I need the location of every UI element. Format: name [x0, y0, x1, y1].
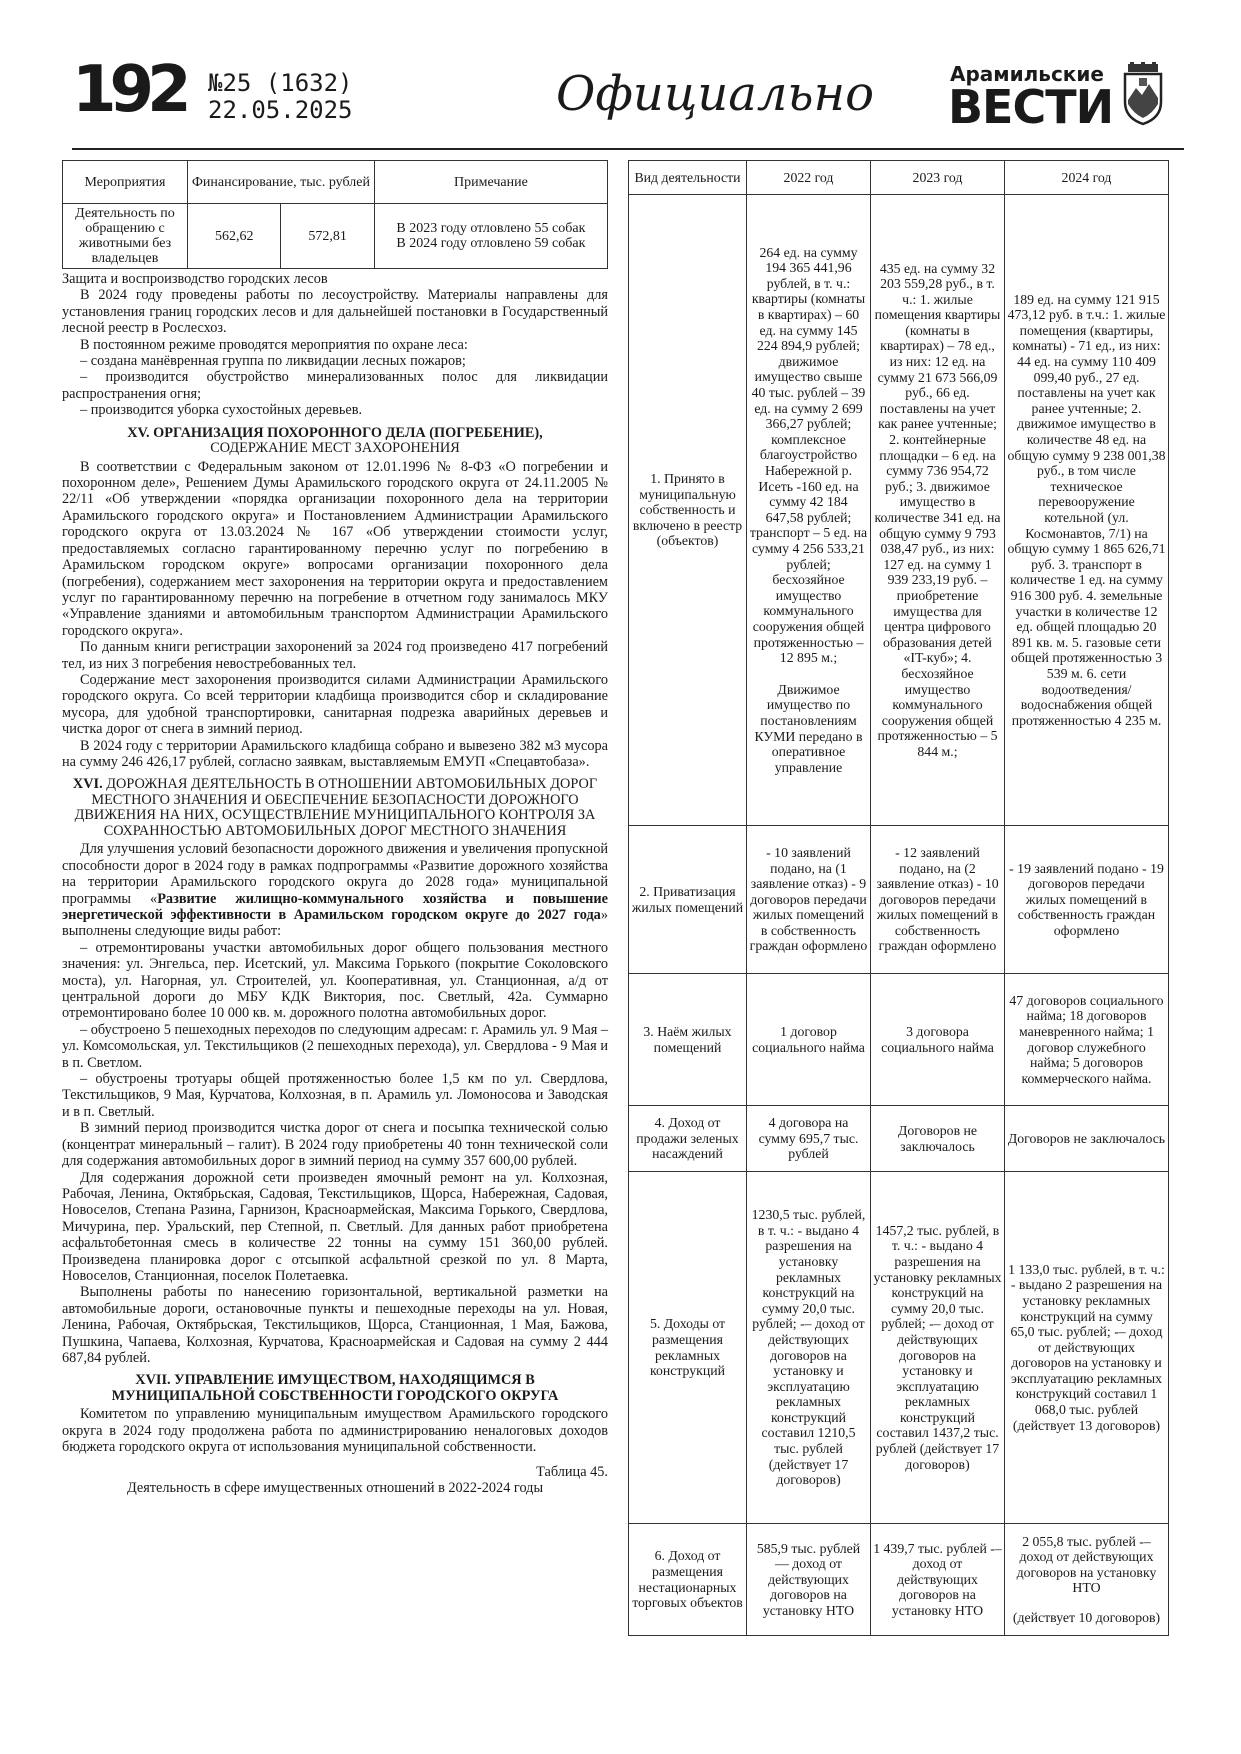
table-cell: Договоров не заключалось [871, 1106, 1005, 1172]
table-row [629, 826, 1169, 974]
page-number: 192 [72, 53, 185, 127]
table-row [629, 1106, 1169, 1172]
table-cell: 1 439,7 тыс. рублей -– доход от действующих договоров на установку НТО [871, 1524, 1005, 1636]
property-table [628, 160, 1169, 1636]
table-cell: 572,81 [281, 204, 374, 269]
paragraph: В 2024 году проведены работы по лесоустройству. Материалы направлены для установления границ городских лесов и для дальнейшей постановки в Государственный лесной реестр в Рослесхоз. [62, 287, 608, 337]
row-label: 4. Доход от продажи зеленых насаждений [629, 1106, 747, 1172]
heading-line: XV. ОРГАНИЗАЦИЯ ПОХОРОННОГО ДЕЛА (ПОГРЕБЕНИЕ), [127, 424, 543, 441]
paragraph: В постоянном режиме проводятся мероприятия по охране леса: [80, 336, 468, 353]
header-cell: Мероприятия [63, 161, 188, 204]
table-cell [374, 204, 607, 269]
paragraph: В соответствии с Федеральным законом от 12.01.1996 № 8-ФЗ «О погребении и похоронном деле», Решением Думы Арамильского городского округа от 24.11.2005 № 22/11 «Об утверждении «порядка организации похоронного дела на территории Арамильского городского округа» и Постановлением Администрации Арамильского городского округа от 13.03.2024 № 167 «Об утверждении стоимости услуг, предоставляемых согласно гарантированному перечню услуг по погребению в Арамильском городском округе» вопросами организации похоронного дела (погребения), содержанием мест захоронения на территории округа и предоставлением услуг по гарантированному перечню на погребение в отчетном году занималось МКУ «Управление зданиями и автомобильным транспортом Администрации Арамильского городского округа». [62, 458, 608, 639]
section-title: Официально [556, 66, 875, 122]
section-heading-17 [62, 1373, 608, 1404]
table-cell: 1230,5 тыс. рублей, в т. ч.: - выдано 4 разрешения на установку рекламных конструкций на сумму 20,0 тыс. рублей; -– доход от действующих договоров на установку и эксплуатацию рекламных конструкций составил 1210,5 тыс. рублей (действует 17 договоров) [747, 1172, 871, 1524]
paragraph: – отремонтированы участки автомобильных дорог общего пользования местного значения: ул. Энгельса, пер. Исетский, ул. Максима Горького (покрытие Соколовского моста), ул. Нагорная, ул. Строителей, ул. Кооперативная, ул. Станционная, а/д от центральной дороги до МБУ КДК Виктория, пос. Светлый, 42а. Суммарно отремонтировано более 10 000 кв. м. дорожного полотна автомобильных дорог. [62, 939, 608, 1022]
table-title: Деятельность в сфере имущественных отношений в 2022-2024 годы [126, 1480, 544, 1496]
table-row [629, 1172, 1169, 1524]
header-rule [72, 148, 1184, 150]
table-cell: - 12 заявлений подано, на (2 заявление отказ) - 10 договоров передачи жилых помещений в собственность граждан оформлено [871, 826, 1005, 974]
header-cell: Вид деятельности [629, 161, 747, 195]
table-cell: - 19 заявлений подано - 19 договоров передачи жилых помещений в собственность граждан оформлено [1005, 826, 1169, 974]
table-cell [1005, 1524, 1169, 1636]
cell-text: (действует 10 договоров) [1012, 1609, 1161, 1625]
table-cell: 1457,2 тыс. рублей, в т. ч.: - выдано 4 разрешения на установку рекламных конструкций на сумму 20,0 тыс. рублей; -– доход от действующих договоров на установку и эксплуатацию рекламных конструкций составил 1437,2 тыс. рублей (действует 17 договоров) [871, 1172, 1005, 1524]
paragraph: – производится уборка сухостойных деревьев. [80, 402, 363, 419]
paragraph: Комитетом по управлению муниципальным имуществом Арамильского городского округа в 2024 году продолжена работа по администрированию неналоговых доходов бюджета городского округа от использования муниципальной собственности. [62, 1406, 608, 1456]
table-cell: - 10 заявлений подано, на (1 заявление отказ) - 9 договоров передачи жилых помещений в собственность граждан оформлено [747, 826, 871, 974]
row-label: 2. Приватизация жилых помещений [629, 826, 747, 974]
table-row [629, 1524, 1169, 1636]
header-cell: Финансирование, тыс. рублей [188, 161, 375, 204]
heading-number: XVI. [72, 776, 103, 793]
issue-date: 22.05.2025 [208, 96, 353, 124]
table-header-row [63, 161, 608, 204]
paragraph [62, 841, 608, 939]
paragraph: – создана манёвренная группа по ликвидации лесных пожаров; [80, 353, 466, 370]
table-cell: 435 ед. на сумму 32 203 559,28 руб., в т. ч.: 1. жилые помещения квартиры (комнаты в квартирах) – 78 ед., из них: 12 ед. на сумму 21 673 566,09 руб., 66 ед. поставлены на учет как ранее учтенные; 2. контейнерные площадки – 6 ед. на сумму 736 954,72 руб.; 3. движимое имущество в количестве 341 ед. на общую сумму 9 793 038,47 руб., из них: 127 ед. на сумму 1 939 233,19 руб. – приобретение имущества для центра цифрового образования детей «IT-куб»; 4. бесхозяйное имущество коммунального сооружения общей протяженностью – 5 844 м.; [871, 195, 1005, 826]
left-column [62, 160, 608, 1496]
animals-table [62, 160, 608, 269]
cell-text: 264 ед. на сумму 194 365 441,96 рублей, в т. ч.: квартиры (комнаты в квартирах) – 60 ед. на сумму 145 224 894,9 рублей; движимое имущество свыше 40 тыс. рублей – 39 ед. на сумму 2 699 366,27 рублей; комплексное благоустройство Набережной р. Исеть -160 ед. на сумму 42 184 647,58 рублей; транспорт – 5 ед. на сумму 4 256 533,21 рублей; бесхозяйное имущество коммунального сооружения общей протяженностью – 12 895 м.; [749, 244, 868, 666]
table-cell: 585,9 тыс. рублей — доход от действующих договоров на установку НТО [747, 1524, 871, 1636]
table-cell: 1 договор социального найма [747, 974, 871, 1106]
table-row [629, 974, 1169, 1106]
table-cell: 3 договора социального найма [871, 974, 1005, 1106]
header-cell: Примечание [374, 161, 607, 204]
cell-text: Движимое имущество по постановлениям КУМИ передано в оперативное управление [754, 681, 863, 775]
header-cell: 2022 год [747, 161, 871, 195]
logo-title: ВЕСТИ [948, 80, 1114, 134]
section-heading-16 [62, 777, 608, 839]
table-cell: 189 ед. на сумму 121 915 473,12 руб. в т.ч.: 1. жилые помещения (квартиры, комнаты) - 71 ед., из них: 44 ед. на сумму 110 409 099,40 руб., 27 ед. поставлены на учет как ранее учтенные; 2. движимое имущество в количестве 48 ед. на общую сумму 9 238 001,38 руб., в том числе техническое перевооружение котельной (ул. Космонавтов, 7/1) на общую сумму 1 865 626,71 руб. 3. транспорт в количестве 1 ед. на сумму 916 300 руб. 4. земельные участки в количестве 12 ед. общей площадью 20 891 кв. м. 5. газовые сети общей протяженностью 3 539 м. 6. сети водоотведения/водоснабжения общей протяженностью 4 235 м. [1005, 195, 1169, 826]
page-header [72, 53, 1184, 144]
paragraph: Содержание мест захоронения производится силами Администрации Арамильского городского округа. Со всей территории кладбища производится сбор и складирование мусора, для удобной транспортировки, санитарная подрезка аварийных деревьев и чистка дорог от снега в зимний период. [62, 671, 608, 738]
issue-info [208, 70, 353, 124]
header-cell: 2024 год [1005, 161, 1169, 195]
logo-subtitle: Арамильские [950, 62, 1104, 86]
issue-number: №25 (1632) [208, 69, 353, 97]
program-title: Развитие жилищно-коммунального хозяйства и повышение энергетической эффективности в Арамильском городском округе до 2027 года [62, 890, 608, 923]
note-line: В 2024 году отловлено 59 собак [396, 236, 586, 251]
table-cell: Деятельность по обращению с животными без владельцев [63, 204, 188, 269]
text-run: Для улучшения условий безопасности дорожного движения и увеличения пропускной способности дорог в 2024 году в рамках подпрограммы «Развитие дорожного хозяйства на территории Арамильского городского округа до 2028 года» муниципальной программы « [62, 841, 608, 907]
section-heading-15 [62, 426, 608, 457]
table-caption: Таблица 45. [536, 1463, 608, 1480]
paragraph: Выполнены работы по нанесению горизонтальной, вертикальной разметки на автомобильные дороги, остановочные пункты и пешеходные переходы на ул. Новая, Ленина, Рабочая, Октябрьская, Текстильщиков, Щорса, Станционная, 1 Мая, Бажова, Пушкина, Чапаева, Колхозная, Курчатова, Красноармейская и Садовая на сумму 2 444 687,84 рублей. [62, 1284, 608, 1366]
coat-of-arms-icon [1122, 62, 1164, 126]
paragraph: – обустроены тротуары общей протяженностью более 1,5 км по ул. Свердлова, Текстильщиков, 9 Мая, Курчатова, Колхозная, в п. Арамиль ул. Ломоносова и Заводская и в п. Светлый. [62, 1071, 608, 1120]
heading-text: XVII. УПРАВЛЕНИЕ ИМУЩЕСТВОМ, НАХОДЯЩИМСЯ В МУНИЦИПАЛЬНОЙ СОБСТВЕННОСТИ ГОРОДСКОГО ОКРУГА [111, 1372, 559, 1404]
table-header-row [629, 161, 1169, 195]
row-label: 5. Доходы от размещения рекламных конструкций [629, 1172, 747, 1524]
heading-text: ДОРОЖНАЯ ДЕЯТЕЛЬНОСТЬ В ОТНОШЕНИИ АВТОМОБИЛЬНЫХ ДОРОГ МЕСТНОГО ЗНАЧЕНИЯ И ОБЕСПЕЧЕНИЕ БЕЗОПАСНОСТИ ДОРОЖНОГО ДВИЖЕНИЯ НА НИХ, ОСУЩЕСТВЛЕНИЕ МУНИЦИПАЛЬНОГО КОНТРОЛЯ ЗА СОХРАННОСТЬЮ АВТОМОБИЛЬНЫХ ДОРОГ МЕСТНОГО ЗНАЧЕНИЯ [74, 776, 598, 839]
table-cell: 562,62 [188, 204, 281, 269]
table-cell: 47 договоров социального найма; 18 договоров маневренного найма; 1 договор служебного найма; 5 договоров коммерческого найма. [1005, 974, 1169, 1106]
paragraph: Защита и воспроизводство городских лесов [62, 271, 328, 287]
row-label: 6. Доход от размещения нестационарных торговых объектов [629, 1524, 747, 1636]
table-row [63, 204, 608, 269]
row-label: 3. Наём жилых помещений [629, 974, 747, 1106]
paragraph: – обустроено 5 пешеходных переходов по следующим адресам: г. Арамиль ул. 9 Мая – ул. Комсомольская, ул. Текстильщиков (2 пешеходных перехода), ул. Свердлова - 9 Мая и в п. Светлом. [62, 1021, 608, 1071]
table-cell: 4 договора на сумму 695,7 тыс. рублей [747, 1106, 871, 1172]
note-line: В 2023 году отловлено 55 собак [396, 221, 586, 236]
cell-text: 2 055,8 тыс. рублей -– доход от действующих договоров на установку НТО [1016, 1533, 1157, 1596]
table-cell [747, 195, 871, 826]
paragraph: Для содержания дорожной сети произведен ямочный ремонт на ул. Колхозная, Рабочая, Ленина, Октябрьская, Садовая, Текстильщиков, Щорса, Набережная, Садовая, Новоселов, Степана Разина, Гарнизон, Красноармейская, Максима Горького, Свердлова, Мичурина, пер. Уральский, пер Степной, п. Светлый. Для данных работ приобретена асфальтобетонная смесь в количестве 22 тонны на сумму 151 360,00 рублей. Произведена планировка дорог с отсыпкой асфальтной срезкой по ул. 8 Марта, Новоселов, Станционная, поселок Полетаевка. [62, 1169, 608, 1284]
paragraph: В 2024 году с территории Арамильского кладбища собрано и вывезено 382 м3 мусора на сумму 246 426,17 рублей, согласно заявкам, выставляемым ЕМУП «Спецавтобаза». [62, 737, 608, 770]
header-cell: 2023 год [871, 161, 1005, 195]
table-cell: 1 133,0 тыс. рублей, в т. ч.: - выдано 2 разрешения на установку рекламных конструкций на сумму 65,0 тыс. рублей; -– доход от действующих договоров на установку и эксплуатацию рекламных конструкций составил 1 068,0 тыс. рублей (действует 13 договоров) [1005, 1172, 1169, 1524]
paragraph: По данным книги регистрации захоронений за 2024 год произведено 417 погребений тел, из них 3 погребения невостребованных тел. [62, 639, 608, 672]
text-run: » выполнены следующие виды работ: [62, 907, 608, 940]
table-row [629, 195, 1169, 826]
heading-line: СОДЕРЖАНИЕ МЕСТ ЗАХОРОНЕНИЯ [210, 440, 460, 457]
table-cell: Договоров не заключалось [1005, 1106, 1169, 1172]
right-column [628, 160, 1168, 1636]
paragraph: – производится обустройство минерализованных полос для ликвидации распространения огня; [62, 369, 608, 402]
paragraph: В зимний период производится чистка дорог от снега и посыпка технической солью (концентрат минеральный – галит). В 2024 году приобретены 40 тонн технической соли для содержания автомобильных дорог в зимний период на сумму 357 600,00 рублей. [62, 1120, 608, 1170]
row-label: 1. Принято в муниципальную собственность и включено в реестр (объектов) [629, 195, 747, 826]
